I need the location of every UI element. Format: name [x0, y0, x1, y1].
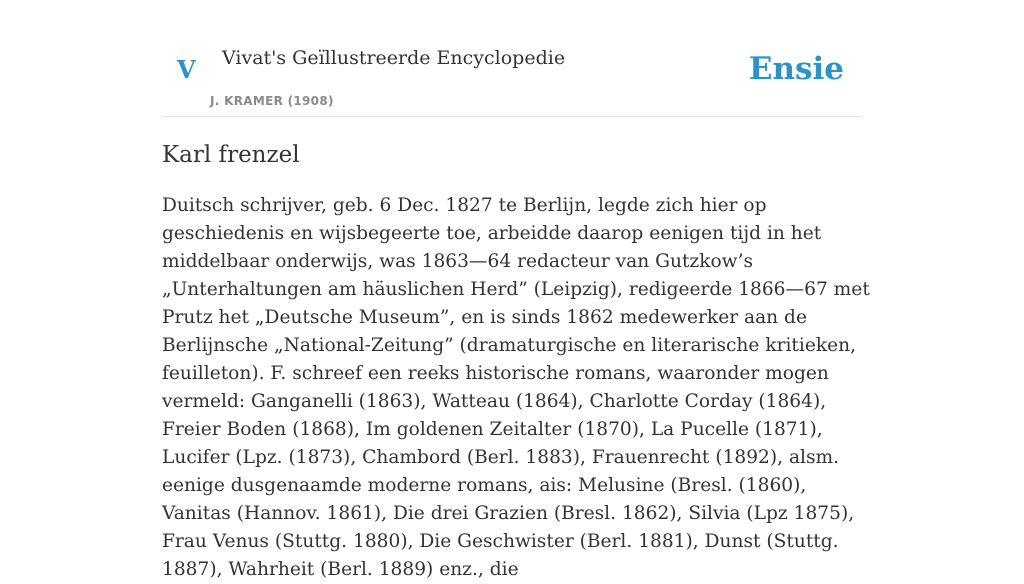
book-author-year: J. KRAMER (1908) [210, 94, 334, 108]
article-title: Karl frenzel [162, 142, 300, 168]
article-body: Duitsch schrijver, geb. 6 Dec. 1827 te Berlijn, legde zich hier op geschiedenis en wijsbegeerte toe, arbeidde daarop eenigen tijd in het middelbaar onderwijs, was 1863—64 redacteur van Gutzkow’s „Unterhaltungen am häuslichen Herd” (Leipzig), redigeerde 1866—67 met Prutz het „Deutsche Museum”, en is sinds 1862 medewerker aan de Berlijnsche „National-Zeitung” (dramaturgische en literarische kritieken, feuilleton). F. schreef een reeks historische romans, waaronder mogen vermeld: Ganganelli (1863), Watteau (1864), Charlotte Corday (1864), Freier Boden (1868), Im goldenen Zeitalter (1870), La Pucelle (1871), Lucifer (Lpz. (1873), Chambord (Berl. 1883), Frauenrecht (1892), alsm. eenige dusgenaamde moderne romans, ais: Melusine (Bresl. (1860), Vanitas (Hannov. 1861), Die drei Grazien (Bresl. 1862), Silvia (Lpz 1875), Frau Venus (Stuttg. 1880), Die Geschwister (Berl. 1881), Dunst (Stuttg. 1887), Wahrheit (Berl. 1889) enz., die [162, 195, 870, 580]
article-header [162, 0, 862, 117]
book-logo[interactable]: V [177, 55, 196, 84]
ensie-logo[interactable]: Ensie [748, 51, 844, 87]
book-title[interactable]: Vivat's Geïllustreerde Encyclopedie [222, 47, 566, 69]
